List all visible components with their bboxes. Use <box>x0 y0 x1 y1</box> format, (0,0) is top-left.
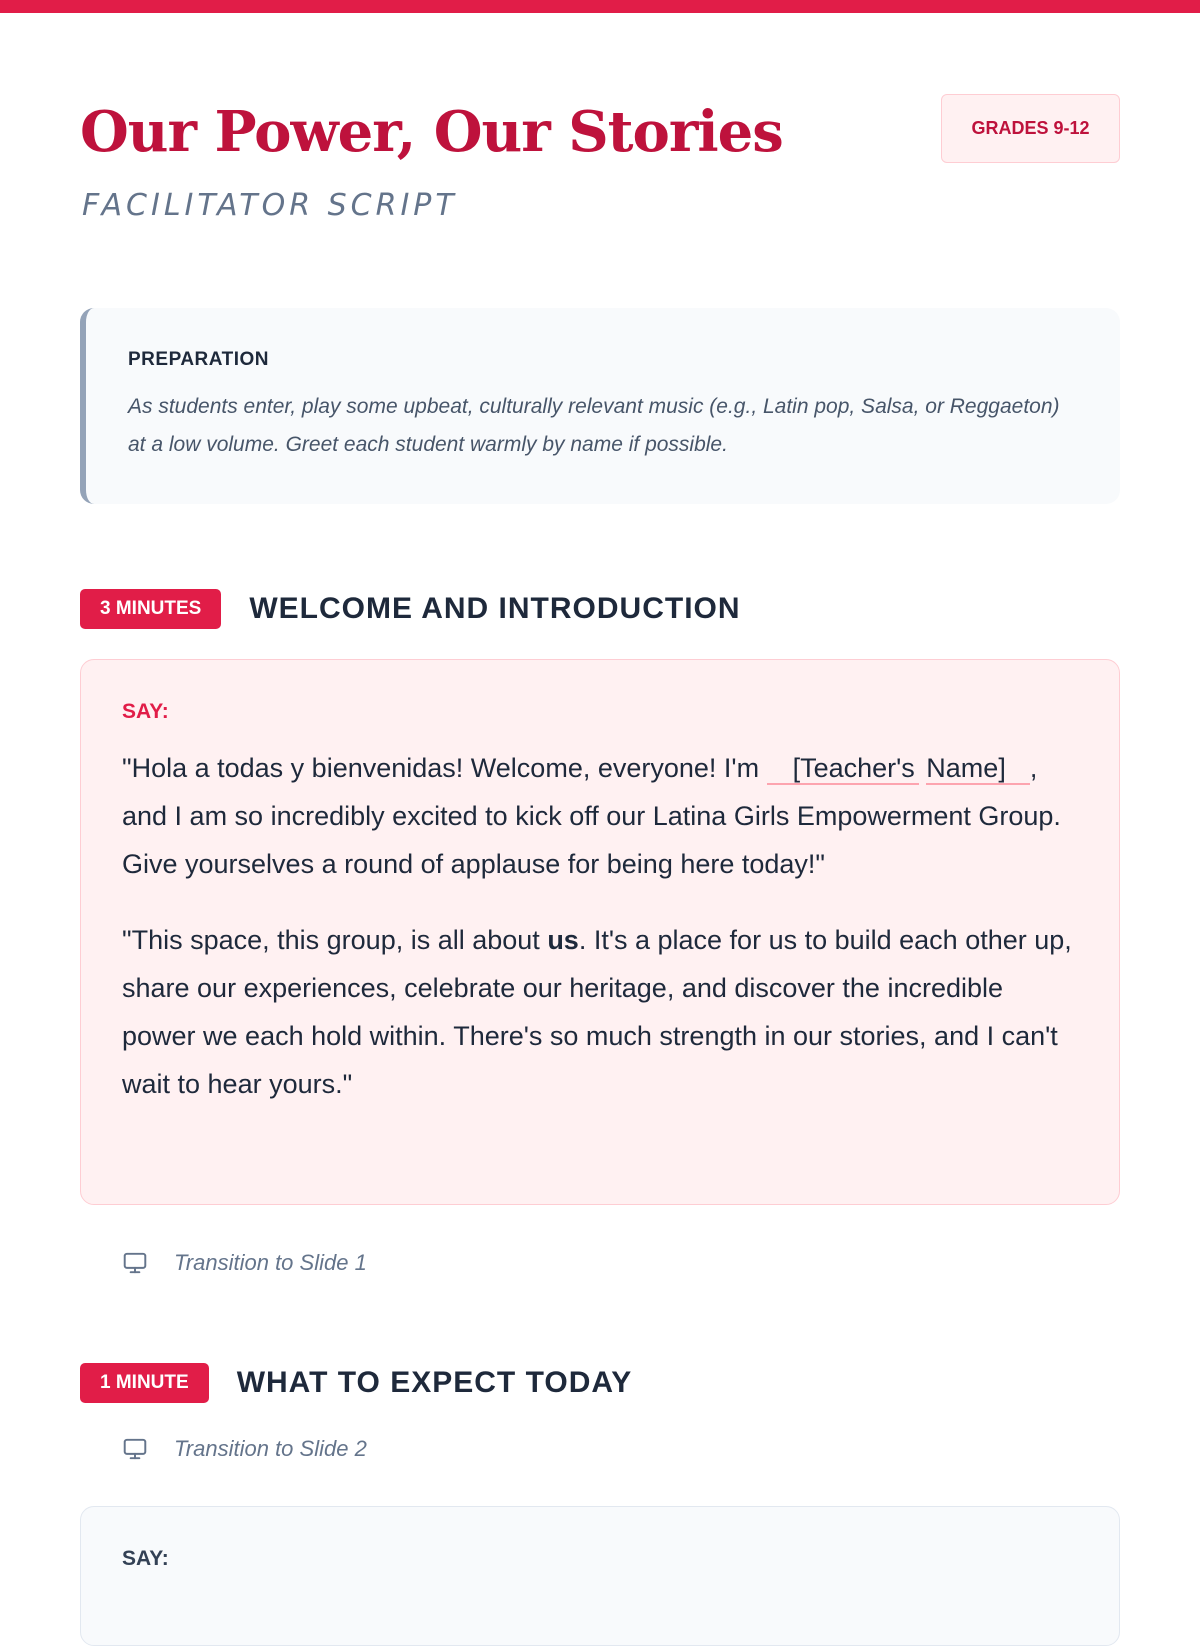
section-title: WELCOME AND INTRODUCTION <box>249 592 741 625</box>
teacher-name-blank: [Teacher's <box>767 753 919 785</box>
preparation-heading: PREPARATION <box>128 349 269 370</box>
say-text: , and I am so incredibly excited to kick off our Latina Girls Empowerment Group. Give yourselves a round of applause for being here today!" <box>122 753 1061 879</box>
say-box-expect <box>80 1506 1120 1646</box>
page-title: Our Power, Our Stories <box>80 99 783 165</box>
top-accent-bar <box>0 0 1200 13</box>
monitor-icon <box>122 1250 148 1276</box>
grade-badge: GRADES 9-12 <box>941 94 1120 163</box>
say-label: SAY: <box>122 1547 169 1570</box>
say-box-welcome <box>80 659 1120 1205</box>
say-paragraph <box>122 744 1079 888</box>
teacher-name-blank-end: Name] <box>926 753 1030 785</box>
preparation-box <box>80 308 1120 504</box>
monitor-icon <box>122 1436 148 1462</box>
preparation-text: As students enter, play some upbeat, culturally relevant music (e.g., Latin pop, Salsa, or Reggaeton) at a low volume. Greet each student warmly by name if possible. <box>128 395 1060 456</box>
say-paragraph <box>122 916 1079 1108</box>
section-header-welcome <box>80 589 741 629</box>
slide-transition <box>122 1249 367 1277</box>
say-text: . It's a place for us to build each other up, share our experiences, celebrate our heritage, and discover the incredible power we each hold within. There's so much strength in our stories, and I can't wait to hear yours." <box>122 925 1072 1099</box>
transition-text: Transition to Slide 2 <box>174 1436 367 1461</box>
say-text: "Hola a todas y bienvenidas! Welcome, everyone! I'm <box>122 753 767 783</box>
time-badge: 1 MINUTE <box>80 1363 209 1403</box>
time-badge: 3 MINUTES <box>80 589 221 629</box>
section-title: WHAT TO EXPECT TODAY <box>236 1366 633 1399</box>
transition-text: Transition to Slide 1 <box>174 1250 367 1275</box>
page-subtitle: FACILITATOR SCRIPT <box>82 188 458 223</box>
say-label: SAY: <box>122 700 169 723</box>
say-text: "This space, this group, is all about <box>122 925 548 955</box>
slide-transition <box>122 1435 367 1463</box>
emphasis-text: us <box>547 925 579 955</box>
section-header-expect <box>80 1363 632 1403</box>
